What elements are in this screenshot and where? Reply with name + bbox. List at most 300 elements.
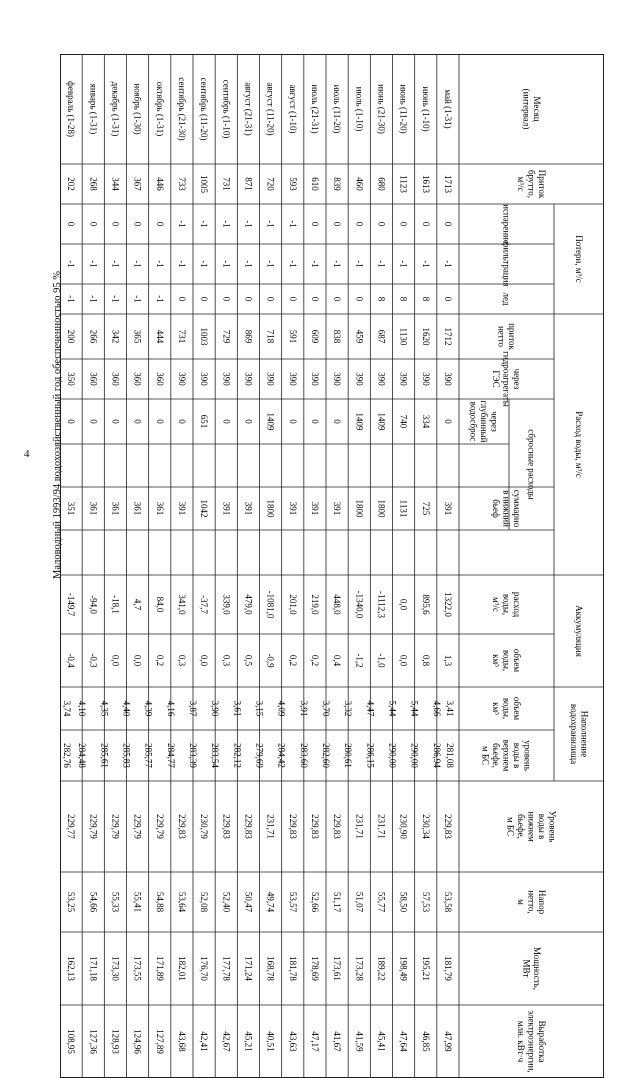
cell-fill-level: 283,54: [210, 743, 221, 768]
cell-through-spillway: 0: [442, 419, 453, 424]
cell-lower-level: 231,71: [354, 814, 365, 839]
header-inflow-net: нетто: [496, 325, 507, 348]
cell-through-spillway: 0: [88, 419, 99, 424]
cell-total-lower: 361: [88, 501, 99, 516]
header-accum-volume: объем: [512, 648, 522, 673]
header-filtration: фильтрация: [501, 241, 512, 287]
cell-total-lower: 391: [309, 501, 320, 516]
cell-total-lower: 361: [154, 501, 165, 516]
cell-accum-volume: 0,4: [332, 654, 343, 667]
cell-power: 178,69: [309, 956, 320, 981]
cell-inflow-net: 869: [243, 329, 254, 344]
cell-head: 52,40: [221, 891, 232, 913]
row-month: август (1-10): [287, 84, 298, 134]
cell-accum-volume: -1,0: [376, 653, 387, 668]
cell-power: 173,55: [132, 956, 143, 981]
cell-head: 54,66: [88, 891, 99, 913]
header-head: Напор: [537, 889, 547, 915]
header-lower-level: воды в: [537, 813, 547, 840]
cell-lower-level: 231,71: [265, 814, 276, 839]
cell-fill-level: 279,69: [254, 743, 265, 768]
cell-lower-level: 229,83: [332, 814, 343, 839]
cell-fill-volume: 5,44: [387, 700, 398, 717]
cell-inflow-net: 1130: [398, 327, 409, 346]
cell-ice: 8: [420, 296, 431, 302]
cell-evaporation: 0: [110, 221, 121, 227]
cell-power: 189,22: [376, 956, 387, 981]
cell-energy: 43,63: [287, 1031, 298, 1052]
cell-through-hpp: 390: [420, 372, 431, 386]
cell-filtration: -1: [332, 260, 343, 268]
header-lower-level: Уровень: [547, 810, 558, 843]
cell-accum-flow: -149,7: [66, 592, 77, 617]
cell-total-lower: 391: [243, 501, 254, 516]
cell-lower-level: 229,83: [221, 814, 232, 839]
cell-fill-level: 286,94: [431, 743, 442, 768]
row-month: июнь (21-30): [376, 84, 387, 134]
cell-lower-level: 229,79: [88, 814, 99, 839]
cell-through-spillway: 0: [110, 419, 121, 424]
cell-power: 181,79: [442, 956, 453, 981]
cell-lower-level: 229,79: [110, 814, 121, 839]
cell-accum-flow: -1112,3: [376, 590, 387, 619]
cell-accum-flow: 895,6: [420, 594, 431, 615]
cell-evaporation: -1: [287, 220, 298, 228]
cell-accum-volume: 0,3: [176, 654, 187, 667]
cell-evaporation: 0: [309, 221, 320, 227]
cell-inflow: 720: [265, 177, 276, 191]
cell-ice: 0: [199, 296, 210, 302]
header-inflow-gross: брутто,: [526, 170, 537, 198]
cell-energy: 40,51: [265, 1031, 276, 1052]
cell-accum-volume: 1,3: [442, 654, 453, 667]
cell-ice: 8: [376, 296, 387, 302]
header-fill-level: воды в: [512, 742, 522, 769]
row-month: июль (21-31): [309, 84, 320, 134]
cell-filtration: -1: [66, 260, 77, 268]
cell-head: 55,77: [376, 891, 387, 913]
row-month: январь (1-31): [88, 83, 99, 135]
cell-fill-volume: 4,66: [431, 700, 442, 717]
cell-total-lower: 391: [221, 501, 232, 516]
header-accum-volume: воды,: [501, 649, 512, 672]
cell-fill-volume: 5,44: [409, 700, 420, 717]
cell-inflow-net: 687: [376, 329, 387, 344]
cell-ice: 8: [398, 296, 409, 302]
cell-evaporation: 0: [88, 221, 99, 227]
cell-evaporation: -1: [221, 220, 232, 228]
cell-through-spillway: 334: [420, 414, 431, 429]
cell-inflow-net: 718: [265, 329, 276, 344]
cell-total-lower: 361: [132, 501, 143, 516]
cell-fill-level: 282,12: [232, 743, 243, 768]
cell-through-hpp: 390: [176, 372, 187, 386]
row-month: май (1-31): [442, 89, 453, 129]
cell-power: 168,78: [265, 956, 276, 981]
row-month: июль (11-20): [332, 84, 343, 134]
header-filling: Наполнение: [579, 710, 590, 758]
header-inflow-net: приток: [506, 323, 517, 350]
cell-power: 162,13: [66, 956, 77, 981]
cell-inflow-net: 200: [66, 329, 77, 344]
cell-power: 171,24: [243, 956, 254, 981]
cell-accum-volume: -0,4: [66, 653, 77, 668]
cell-fill-volume: 4,16: [165, 700, 176, 717]
cell-ice: -1: [88, 295, 99, 303]
cell-total-lower: 391: [332, 501, 343, 516]
cell-inflow-net: 838: [332, 329, 343, 344]
cell-power: 195,21: [420, 956, 431, 981]
cell-through-hpp: 390: [398, 372, 409, 386]
header-through-spillway: глубинный: [479, 400, 489, 443]
header-power: Мощность,: [531, 946, 542, 991]
cell-inflow: 268: [88, 177, 99, 191]
cell-inflow-net: 459: [354, 329, 365, 344]
cell-ice: 0: [243, 296, 254, 302]
cell-inflow: 1713: [442, 175, 453, 193]
header-lower-level: нижнем: [526, 811, 537, 842]
cell-fill-level: 280,61: [343, 743, 354, 768]
cell-power: 176,70: [199, 956, 210, 981]
cell-evaporation: 0: [420, 221, 431, 227]
cell-energy: 47,17: [309, 1031, 320, 1052]
row-month: июль (1-10): [354, 86, 365, 132]
cell-fill-volume: 3,91: [298, 700, 309, 717]
cell-through-spillway: 0: [66, 419, 77, 424]
cell-fill-level: 283,60: [298, 743, 309, 768]
cell-filtration: -1: [442, 260, 453, 268]
cell-lower-level: 229,83: [243, 814, 254, 839]
cell-filtration: -1: [110, 260, 121, 268]
header-fill-level: бьефе,: [491, 743, 501, 768]
cell-ice: 0: [332, 296, 343, 302]
cell-lower-level: 229,79: [154, 814, 165, 839]
cell-accum-flow: 339,0: [221, 594, 232, 615]
cell-through-spillway: 0: [221, 419, 232, 424]
cell-inflow: 202: [66, 177, 77, 191]
cell-evaporation: 0: [354, 221, 365, 227]
cell-lower-level: 229,83: [442, 814, 453, 839]
cell-fill-level: 285,77: [143, 743, 154, 768]
cell-inflow-net: 609: [309, 329, 320, 344]
header-inflow-gross: Приток: [537, 169, 547, 199]
cell-total-lower: 391: [442, 501, 453, 516]
cell-head: 53,64: [176, 891, 187, 913]
cell-through-hpp: 390: [221, 372, 232, 386]
cell-evaporation: 0: [132, 221, 143, 227]
cell-head: 55,33: [110, 891, 121, 913]
cell-fill-volume: 3,32: [343, 700, 354, 717]
header-accum-volume: км³: [491, 654, 501, 667]
header-energy: Выработка: [537, 1020, 547, 1063]
cell-inflow: 1123: [398, 175, 409, 193]
cell-lower-level: 229,83: [287, 814, 298, 839]
cell-fill-level: 282,60: [321, 743, 331, 768]
header-through-spillway: через: [489, 411, 500, 432]
header-losses: Потери, м³/с: [574, 235, 584, 283]
header-inflow-gross: м³/с: [516, 176, 526, 192]
header-through-hpp: гидроагрегаты: [501, 351, 512, 407]
cell-power: 182,01: [176, 956, 187, 981]
cell-inflow: 1613: [420, 175, 431, 193]
cell-filtration: -1: [420, 260, 431, 268]
cell-total-lower: 725: [420, 501, 431, 516]
cell-fill-volume: 4,40: [121, 700, 132, 717]
cell-through-hpp: 360: [132, 372, 143, 386]
cell-fill-level: 286,15: [365, 743, 376, 768]
cell-fill-volume: 4,09: [276, 700, 287, 717]
cell-through-spillway: 0: [132, 419, 143, 424]
cell-filtration: -1: [287, 260, 298, 268]
header-total-lower: бьеф: [491, 499, 501, 518]
header-fill-level: верхнем: [501, 739, 512, 772]
cell-through-hpp: 360: [110, 372, 121, 386]
cell-lower-level: 230,79: [199, 814, 210, 839]
cell-initial-volume: 3,41: [445, 700, 455, 717]
cell-inflow-net: 342: [110, 329, 121, 344]
cell-energy: 127,36: [88, 1029, 99, 1054]
header-month: Месяц: [531, 96, 542, 122]
cell-fill-level: 282,76: [62, 743, 72, 768]
cell-inflow: 871: [243, 177, 254, 191]
cell-through-spillway: 0: [243, 419, 254, 424]
header-energy: электроэнергии,: [526, 1010, 537, 1073]
header-fill-level: м БС: [480, 745, 491, 766]
cell-through-spillway: 1409: [354, 412, 365, 431]
cell-energy: 42,67: [221, 1031, 232, 1052]
cell-accum-volume: -1,2: [354, 653, 365, 668]
cell-filtration: -1: [376, 260, 387, 268]
cell-total-lower: 351: [66, 501, 77, 516]
cell-accum-flow: 341,0: [176, 594, 187, 615]
cell-evaporation: -1: [243, 220, 254, 228]
row-month: август (11-20): [265, 82, 276, 136]
cell-fill-volume: 4,10: [77, 700, 88, 717]
header-lower-level: м БС: [505, 816, 516, 837]
cell-energy: 42,41: [199, 1031, 210, 1052]
cell-head: 51,07: [354, 891, 365, 913]
cell-energy: 124,96: [132, 1029, 143, 1054]
cell-accum-volume: 0,5: [243, 654, 254, 667]
cell-head: 54,88: [154, 891, 165, 913]
cell-head: 55,41: [132, 891, 143, 913]
cell-fill-volume: 3,74: [62, 700, 72, 717]
cell-inflow-net: 731: [176, 329, 187, 344]
cell-evaporation: 0: [332, 221, 343, 227]
cell-through-spillway: 1409: [376, 412, 387, 431]
cell-evaporation: -1: [265, 220, 276, 228]
cell-head: 57,53: [420, 891, 431, 913]
cell-inflow-net: 729: [221, 329, 232, 344]
cell-accum-flow: 201,0: [287, 594, 298, 615]
row-month: июнь (11-20): [398, 84, 409, 134]
header-fill-volume: км³: [491, 702, 501, 715]
cell-ice: 0: [176, 296, 187, 302]
cell-inflow: 446: [154, 177, 165, 191]
header-head: м: [516, 899, 526, 905]
cell-power: 173,28: [354, 956, 365, 981]
cell-lower-level: 229,83: [176, 814, 187, 839]
cell-lower-level: 231,71: [376, 814, 387, 839]
header-accumulation: Аккумуляция: [574, 605, 584, 657]
cell-head: 53,25: [66, 891, 77, 913]
cell-inflow-net: 365: [132, 329, 143, 344]
cell-accum-flow: 4,7: [132, 598, 143, 611]
cell-power: 171,89: [154, 956, 165, 981]
cell-inflow: 839: [332, 177, 343, 191]
cell-through-hpp: 390: [243, 372, 254, 386]
cell-energy: 41,67: [332, 1031, 343, 1052]
cell-inflow-net: 444: [154, 329, 165, 344]
cell-accum-flow: -1340,0: [354, 590, 365, 619]
cell-inflow: 460: [354, 177, 365, 191]
cell-inflow-net: 1712: [442, 327, 453, 346]
cell-lower-level: 229,77: [66, 814, 77, 839]
cell-total-lower: 1042: [199, 499, 210, 518]
header-accum-flow: воды,: [501, 593, 512, 616]
cell-accum-flow: 1322,0: [442, 592, 453, 617]
cell-through-spillway: 0: [154, 419, 165, 424]
cell-power: 171,18: [88, 956, 99, 981]
row-month: сентябрь (11-20): [199, 77, 210, 141]
cell-fill-volume: 3,15: [254, 700, 265, 717]
cell-energy: 47,99: [442, 1031, 453, 1052]
cell-head: 52,08: [199, 891, 210, 913]
cell-accum-flow: 479,0: [243, 594, 254, 615]
cell-accum-volume: 0,3: [221, 654, 232, 667]
cell-power: 177,78: [221, 956, 232, 981]
cell-energy: 47,64: [398, 1031, 409, 1052]
cell-through-hpp: 390: [332, 372, 343, 386]
cell-energy: 128,93: [110, 1029, 121, 1054]
cell-through-hpp: 360: [88, 372, 99, 386]
cell-filtration: -1: [354, 260, 365, 268]
cell-accum-volume: 0,8: [420, 654, 431, 667]
cell-accum-volume: 0,0: [110, 654, 121, 667]
cell-accum-volume: 0,2: [309, 654, 320, 667]
row-month: июнь (1-10): [420, 86, 431, 132]
cell-inflow: 731: [221, 177, 232, 191]
cell-through-spillway: 0: [287, 419, 298, 424]
cell-fill-level: 284,48: [77, 743, 88, 768]
page-number: 4: [24, 448, 30, 460]
cell-accum-flow: -1081,0: [265, 590, 276, 619]
cell-accum-flow: -94,0: [88, 595, 99, 614]
cell-through-hpp: 390: [199, 372, 210, 386]
cell-filtration: -1: [221, 260, 232, 268]
header-total-lower: в нижний: [501, 490, 512, 527]
cell-ice: -1: [66, 295, 77, 303]
cell-accum-volume: 0,0: [132, 654, 143, 667]
cell-accum-volume: -0,3: [88, 653, 99, 668]
cell-total-lower: 1800: [376, 499, 387, 518]
cell-fill-level: 283,39: [188, 743, 198, 768]
cell-through-spillway: 0: [309, 419, 320, 424]
cell-energy: 127,89: [154, 1029, 165, 1054]
cell-filtration: -1: [176, 260, 187, 268]
cell-fill-level: 284,42: [276, 743, 287, 768]
cell-initial-level: 281,08: [445, 743, 455, 768]
cell-filtration: -1: [243, 260, 254, 268]
cell-accum-flow: 0,0: [398, 598, 409, 611]
cell-inflow: 1005: [199, 175, 210, 193]
cell-energy: 45,41: [376, 1031, 387, 1052]
row-month: декабрь (1-31): [110, 81, 121, 137]
cell-lower-level: 230,34: [420, 814, 431, 839]
cell-filtration: -1: [132, 260, 143, 268]
cell-fill-level: 290,00: [387, 743, 398, 768]
header-accum-flow: расход: [512, 591, 522, 618]
cell-power: 173,61: [332, 956, 343, 981]
cell-head: 51,17: [332, 891, 343, 913]
cell-inflow: 680: [376, 177, 387, 191]
cell-fill-volume: 4,35: [99, 700, 110, 717]
cell-inflow: 733: [176, 177, 187, 191]
cell-ice: -1: [154, 295, 165, 303]
header-fill-volume: воды,: [501, 697, 512, 720]
cell-energy: 41,59: [354, 1031, 365, 1052]
header-discharge: сбросные расходы: [526, 429, 537, 500]
cell-inflow-net: 266: [88, 329, 99, 344]
cell-head: 58,50: [398, 891, 409, 913]
cell-lower-level: 230,90: [398, 814, 409, 839]
cell-total-lower: 1800: [265, 499, 276, 518]
header-fill-level: уровень: [522, 740, 533, 771]
cell-accum-flow: -18,1: [110, 595, 121, 614]
cell-through-hpp: 390: [265, 372, 276, 386]
header-fill-volume: объем: [512, 696, 522, 721]
cell-energy: 46,85: [420, 1031, 431, 1052]
cell-fill-volume: 4,39: [143, 700, 154, 717]
cell-total-lower: 1800: [354, 499, 365, 518]
cell-filtration: -1: [398, 260, 409, 268]
cell-through-hpp: 390: [376, 372, 387, 386]
cell-accum-volume: -0,9: [265, 653, 276, 668]
header-filling: водохранилища: [568, 703, 579, 765]
header-month: (интервал): [521, 88, 532, 130]
row-month: октябрь (1-31): [154, 81, 165, 137]
header-through-hpp: ГЭС: [491, 370, 501, 388]
cell-inflow-net: 1003: [199, 327, 210, 346]
header-evaporation: испарение: [501, 204, 512, 244]
cell-inflow: 610: [309, 177, 320, 191]
reservoir-table: [60, 54, 604, 1078]
header-through-hpp: через: [512, 368, 522, 390]
cell-accum-flow: 448,0: [332, 594, 343, 615]
cell-through-spillway: 0: [176, 419, 187, 424]
cell-fill-level: 285,83: [121, 743, 132, 768]
header-lower-level: бьефе,: [516, 814, 526, 839]
cell-filtration: -1: [199, 260, 210, 268]
cell-fill-volume: 3,61: [232, 700, 243, 717]
cell-filtration: -1: [265, 260, 276, 268]
cell-filtration: -1: [154, 260, 165, 268]
cell-total-lower: 391: [176, 501, 187, 516]
rotated-table-container: [60, 54, 604, 1078]
cell-through-spillway: 740: [398, 414, 409, 429]
cell-inflow-net: 1620: [420, 327, 431, 346]
cell-fill-level: 290,00: [409, 743, 420, 768]
cell-through-hpp: 360: [154, 372, 165, 386]
cell-accum-flow: 84,0: [154, 596, 165, 613]
cell-ice: 0: [265, 296, 276, 302]
cell-head: 53,57: [287, 891, 298, 913]
cell-head: 53,58: [442, 891, 453, 913]
header-flow: Расход воды, м³/с: [574, 411, 584, 478]
cell-fill-level: 285,61: [99, 743, 110, 768]
cell-total-lower: 361: [110, 501, 121, 516]
cell-accum-volume: 0,2: [154, 654, 165, 667]
